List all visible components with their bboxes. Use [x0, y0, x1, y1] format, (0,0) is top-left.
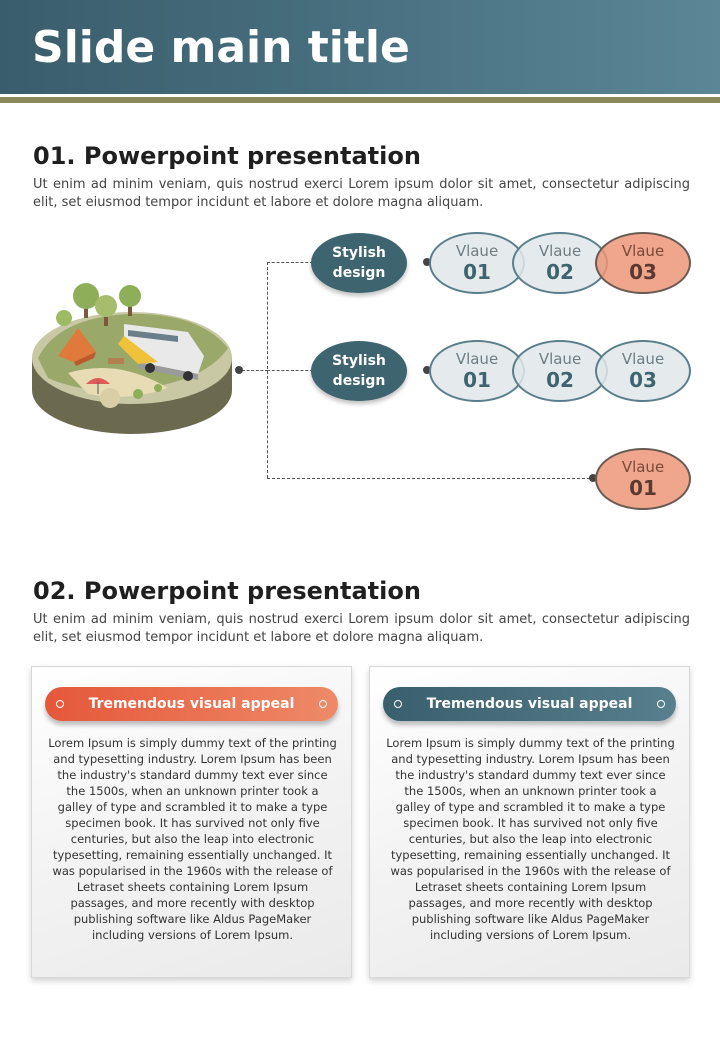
value-number: 01 — [463, 260, 491, 284]
connector-main — [242, 370, 268, 371]
header-divider — [0, 97, 720, 103]
stylish-design-label: Stylish design — [332, 245, 386, 281]
value-label: Vlaue — [455, 242, 499, 260]
connector-dot — [235, 366, 243, 374]
stylish-design-badge — [311, 233, 407, 293]
value-number: 01 — [463, 368, 491, 392]
value-number: 02 — [546, 368, 574, 392]
section1-title: 01. Powerpoint presentation — [33, 142, 421, 170]
value-bubble — [512, 232, 608, 294]
value-bubble — [429, 340, 525, 402]
circle-icon — [657, 700, 665, 708]
section1-text: Ut enim ad minim veniam, quis nostrud exerci Lorem ipsum dolor sit amet, consectetur adipiscing elit, set eiusmod tempor incidunt et labore et dolore magna aliquam. — [33, 177, 690, 210]
value-label: Vlaue — [455, 350, 499, 368]
value-number: 01 — [629, 476, 657, 500]
card-title-pill — [383, 687, 676, 721]
value-bubble-highlight — [595, 232, 691, 294]
value-label: Vlaue — [621, 458, 665, 476]
value-bubble — [512, 340, 608, 402]
value-label: Vlaue — [538, 242, 582, 260]
card-body-text: Lorem Ipsum is simply dummy text of the printing and typesetting industry. Lorem Ipsum has been the industry's standard dummy text ever since the 1500s, when an unknown printer took a galley of type and scrambled it to make a type specimen book. It has survived not only five centuries, but also the leap into electronic typesetting, remaining essentially unchanged. It was popularised in the 1960s with the release of Letraset sheets containing Lorem Ipsum passages, and more recently with desktop publishing software like Aldus PageMaker including versions of Lorem Ipsum. — [386, 736, 675, 942]
card-title-pill — [45, 687, 338, 721]
camping-island-illustration — [28, 278, 242, 438]
section2-text: Ut enim ad minim veniam, quis nostrud exerci Lorem ipsum dolor sit amet, consectetur adipiscing elit, set eiusmod tempor incidunt et labore et dolore magna aliquam. — [33, 612, 690, 645]
value-number: 02 — [546, 260, 574, 284]
card-body-text: Lorem Ipsum is simply dummy text of the printing and typesetting industry. Lorem Ipsum has been the industry's standard dummy text ever since the 1500s, when an unknown printer took a galley of type and scrambled it to make a type specimen book. It has survived not only five centuries, but also the leap into electronic typesetting, remaining essentially unchanged. It was popularised in the 1960s with the release of Letraset sheets containing Lorem Ipsum passages, and more recently with desktop publishing software like Aldus PageMaker including versions of Lorem Ipsum. — [48, 736, 337, 942]
value-number: 03 — [629, 260, 657, 284]
circle-icon — [319, 700, 327, 708]
value-number: 03 — [629, 368, 657, 392]
circle-icon — [56, 700, 64, 708]
connector-row2 — [267, 370, 313, 371]
card-title: Tremendous visual appeal — [88, 696, 295, 712]
connector-row1 — [267, 262, 313, 263]
page-title: Slide main title — [32, 22, 410, 73]
value-bubble-highlight — [595, 448, 691, 510]
circle-icon — [394, 700, 402, 708]
connector-row3 — [267, 478, 595, 479]
info-card-right — [369, 666, 690, 978]
stylish-design-badge — [311, 341, 407, 401]
stylish-design-label: Stylish design — [332, 353, 386, 389]
section2-title: 02. Powerpoint presentation — [33, 577, 421, 605]
value-label: Vlaue — [538, 350, 582, 368]
value-bubble — [429, 232, 525, 294]
header-banner — [0, 0, 720, 94]
value-label: Vlaue — [621, 350, 665, 368]
value-bubble — [595, 340, 691, 402]
card-title: Tremendous visual appeal — [426, 696, 633, 712]
value-label: Vlaue — [621, 242, 665, 260]
info-card-left — [31, 666, 352, 978]
